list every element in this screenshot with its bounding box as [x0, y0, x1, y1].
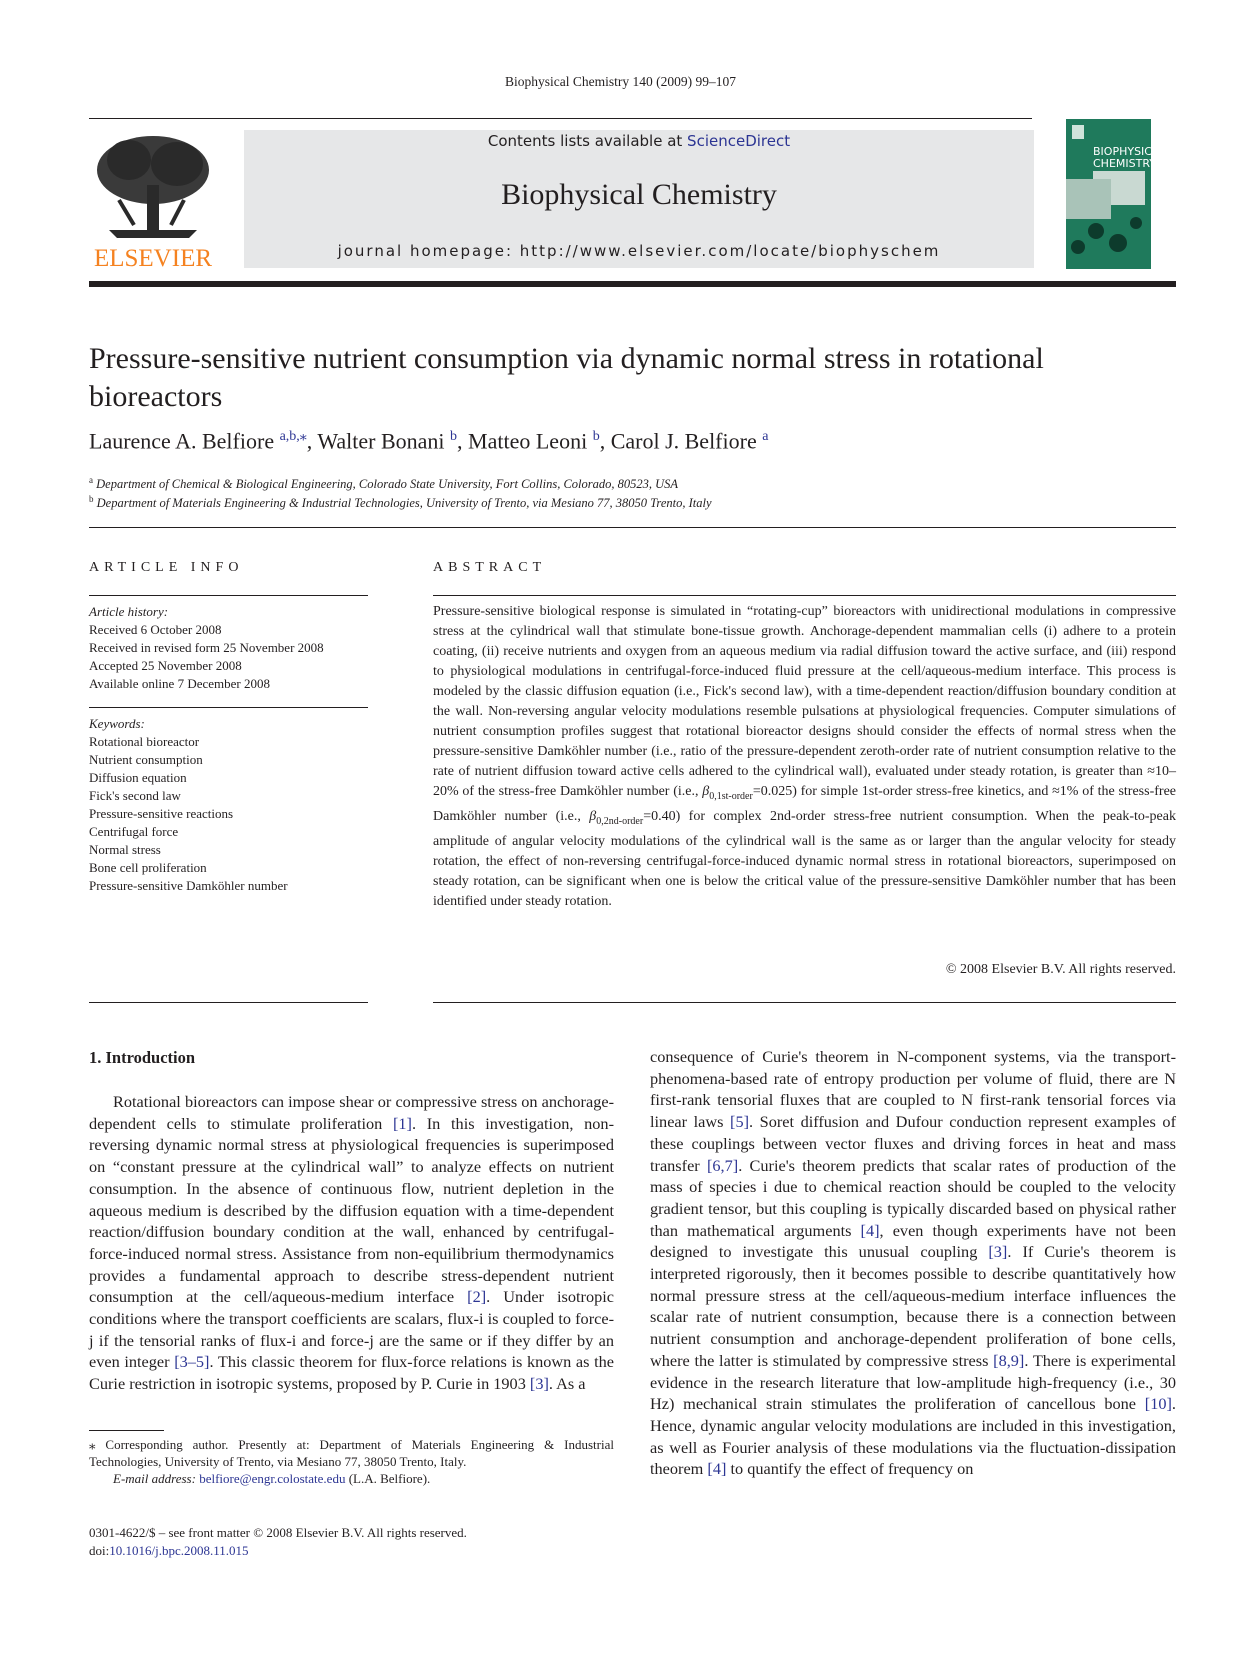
beta-value: =0.025	[752, 784, 793, 799]
body-text: . In this investigation, non-reversing dynamic normal stress at physiological frequencies is superimposed on “constant pressure at the cylindrical wall” to analyze effects on nutrient consumption. In the absence of continuous flow, nutrient depletion in the aqueous medium is described by the diffusion equation with a time-dependent reaction/diffusion boundary condition at the wall, enhanced by centrifugal-force-induced normal stress. Assistance from non-equilibrium thermodynamics provides a fundamental approach to describe stress-dependent nutrient consumption at the cell/aqueous-medium interface	[89, 1113, 614, 1307]
body-text: . This classic theorem for flux-force relations is known as the Curie restriction in isotropic systems, proposed by P. Curie in 1903	[89, 1352, 614, 1394]
body-column-left	[89, 1091, 614, 1395]
keyword-item: Centrifugal force	[89, 824, 179, 839]
abstract-rule	[433, 595, 1176, 596]
body-text: . Soret diffusion and Dufour conduction represent examples of these couplings between vector fluxes and driving forces in heat and mass transfer	[650, 1112, 1176, 1175]
beta-symbol: β	[589, 808, 597, 824]
abstract-heading: ABSTRACT	[433, 560, 547, 575]
email-label: E-mail address:	[113, 1471, 200, 1486]
journal-cover	[1066, 119, 1166, 269]
beta-subscript: 0,1st-order	[709, 790, 753, 802]
info-rule	[89, 595, 368, 596]
body-text: . As a	[548, 1374, 586, 1394]
citation-link[interactable]: [5]	[730, 1112, 750, 1132]
keyword-item: Pressure-sensitive Damköhler number	[89, 878, 288, 893]
info-rule	[89, 1002, 368, 1003]
abstract-part: ) for complex 2nd-order stress-free nutrient consumption. When the peak-to-peak amplitude of angular velocity modulations of the cylindrical wall is the same as or larger than the angular velocity for steady rotation, the effect of non-reversing centrifugal-force-induced dynamic normal stress in rotational bioreactors, superimposed on steady rotation, can be significant when one is below the critical value of the pressure-sensitive Damköhler number that has been identified under steady rotation.	[433, 808, 1176, 909]
sciencedirect-link[interactable]: ScienceDirect	[687, 132, 791, 150]
history-label: Article history:	[89, 604, 169, 619]
author-affiliation-mark[interactable]: a	[762, 429, 769, 444]
footnote-body: Corresponding author. Presently at: Department of Materials Engineering & Industrial Technologies, University of Trento, via Mesiano 77, 38050 Trento, Italy.	[89, 1437, 614, 1469]
author-separator: ,	[599, 428, 611, 454]
cover-title	[1093, 146, 1166, 170]
citation-link[interactable]: [2]	[467, 1287, 487, 1307]
citation-link[interactable]: [4]	[860, 1220, 880, 1240]
keyword-item: Rotational bioreactor	[89, 734, 200, 749]
body-text: . Hence, dynamic angular velocity modulations are included in this investigation, as well as Fourier analysis of these modulations via the fluctuation-dissipation theorem	[650, 1394, 1176, 1479]
citation-link[interactable]: [3]	[988, 1242, 1008, 1262]
keyword-item: Fick's second law	[89, 788, 181, 803]
email-suffix: (L.A. Belfiore).	[345, 1471, 431, 1486]
cover-title-line1: BIOPHYSICAL	[1093, 145, 1166, 158]
beta-subscript: 0,2nd-order	[596, 815, 644, 827]
history-item: Accepted 25 November 2008	[89, 658, 242, 673]
abstract-text	[433, 602, 1176, 912]
abstract-part: Pressure-sensitive biological response is simulated in “rotating-cup” bioreactors with unidirectional modulations in compressive stress at the cylindrical wall that stimulate bone-tissue growth. Anchorage-dependent mammalian cells (i) adhere to a protein coating, (ii) receive nutrients and oxygen from an aqueous medium via radial diffusion toward the active surface, and (iii) respond to physiological modulations in centrifugal-force-induced fluid pressure at the cell/aqueous-medium interface. This process is modeled by the classic diffusion equation (i.e., Fick's second law), with a time-dependent reaction/diffusion boundary condition at the wall. Non-reversing angular velocity modulations resemble pulsations at physiological frequencies. Computer simulations of nutrient consumption profiles suggest that rotational bioreactor designs should consider the effects of normal stress when the pressure-sensitive Damköhler number (i.e., ratio of the pressure-dependent zeroth-order rate of nutrient consumption relative to the rate of nutrient diffusion toward active cells adhered to the cylindrical wall), evaluated under steady rotation, is greater than ≈10–20% of the stress-free Damköhler number (i.e.,	[433, 604, 1176, 799]
footnote-mark: ⁎	[89, 1437, 96, 1452]
author-name: Walter Bonani	[317, 428, 445, 454]
keywords	[89, 715, 379, 895]
doi-line	[89, 1542, 467, 1560]
article-history	[89, 603, 379, 693]
author-affiliation-mark[interactable]: b	[450, 429, 458, 444]
footnote-text	[89, 1436, 614, 1470]
citation-link[interactable]: [1]	[393, 1113, 412, 1133]
contents-line	[244, 132, 1034, 150]
author-affiliation-mark[interactable]: b	[592, 429, 600, 444]
keywords-label: Keywords:	[89, 716, 145, 731]
history-item: Available online 7 December 2008	[89, 676, 270, 691]
body-text: consequence of Curie's theorem in N-component systems, via the transport-phenomena-based rate of entropy production per volume of fluid, there are N first-rank tensorial fluxes that are coupled to N first-rank tensorial forces via linear laws	[650, 1047, 1176, 1132]
keyword-item: Pressure-sensitive reactions	[89, 806, 234, 821]
citation-link[interactable]: [4]	[707, 1459, 727, 1479]
info-rule	[89, 707, 368, 708]
beta-symbol: β	[702, 784, 710, 799]
running-head: Biophysical Chemistry 140 (2009) 99–107	[505, 74, 736, 89]
doi-link[interactable]: 10.1016/j.bpc.2008.11.015	[109, 1543, 249, 1558]
body-text: , even though experiments have not been designed to investigate this unusual coupling	[650, 1220, 1176, 1262]
front-matter-text: 0301-4622/$ – see front matter © 2008 Elsevier B.V. All rights reserved.	[89, 1525, 467, 1540]
affiliation-rule	[89, 527, 1176, 528]
citation-link[interactable]: [6,7]	[707, 1155, 739, 1175]
elsevier-logo	[89, 130, 217, 272]
citation-link[interactable]: [8,9]	[993, 1350, 1025, 1370]
citation-link[interactable]: [3–5]	[174, 1352, 210, 1372]
header-rule	[89, 118, 1032, 119]
citation-link[interactable]: [10]	[1144, 1394, 1172, 1414]
author-name: Matteo Leoni	[468, 428, 588, 454]
keyword-item: Normal stress	[89, 842, 161, 857]
affiliation-mark: b	[89, 494, 94, 504]
body-text: . Under isotropic conditions where the transport coefficients are scalars, flux-i is coupled to force-j if the tensorial ranks of flux-i and force-j are the same or if they differ by an even integer	[89, 1287, 615, 1372]
abstract-rule	[433, 1002, 1176, 1003]
keyword-item: Nutrient consumption	[89, 752, 203, 767]
masthead-rule	[89, 281, 1176, 287]
author-affiliation-mark[interactable]: a,b,⁎	[279, 429, 307, 444]
article-title: Pressure-sensitive nutrient consumption via dynamic normal stress in rotational bioreactors	[89, 342, 1044, 413]
author-list	[89, 428, 768, 454]
doi-label: doi:	[89, 1543, 110, 1558]
author-name: Carol J. Belfiore	[610, 428, 757, 454]
abstract-copyright: © 2008 Elsevier B.V. All rights reserved.	[945, 962, 1176, 977]
keyword-item: Diffusion equation	[89, 770, 187, 785]
section-heading: 1. Introduction	[89, 1048, 196, 1067]
author-name: Laurence A. Belfiore	[89, 428, 275, 454]
history-item: Received in revised form 25 November 2008	[89, 640, 324, 655]
footnote-rule	[89, 1430, 164, 1431]
front-matter	[89, 1524, 467, 1560]
cover-title-line2: CHEMISTRY	[1093, 157, 1156, 170]
article-info-heading: ARTICLE INFO	[89, 560, 244, 575]
body-text: Rotational bioreactors can impose shear or compressive stress on anchorage-dependent cells to stimulate proliferation	[89, 1092, 614, 1133]
citation-link[interactable]: [3]	[529, 1374, 549, 1394]
keyword-item: Bone cell proliferation	[89, 860, 207, 875]
author-separator: ,	[306, 428, 318, 454]
beta-value: =0.40	[643, 808, 676, 824]
elsevier-tree-icon	[89, 130, 217, 272]
affiliation-mark: a	[89, 475, 93, 485]
affiliation-text: Department of Chemical & Biological Engineering, Colorado State University, Fort Collins, Colorado, 80523, USA	[96, 477, 679, 492]
body-text: . There is experimental evidence in the research literature that low-amplitude high-frequency (i.e., 30 Hz) mechanical strain stimulates the proliferation of cancellous bone	[650, 1350, 1177, 1414]
journal-name: Biophysical Chemistry	[501, 178, 777, 211]
email-line	[89, 1470, 614, 1487]
affiliation-a	[89, 475, 678, 492]
body-text: to quantify the effect of frequency on	[726, 1459, 974, 1479]
affiliation-text: Department of Materials Engineering & Industrial Technologies, University of Trento, via Mesiano 77, 38050 Trento, Italy	[96, 496, 712, 511]
body-text: . Curie's theorem predicts that scalar rates of production of the mass of species i due to chemical reaction should be coupled to the velocity gradient tensor, but this coupling is typically discarded based on physical rather than mathematical arguments	[650, 1155, 1176, 1240]
body-text: . If Curie's theorem is interpreted rigorously, then it becomes possible to describe quantitatively how normal pressure stress at the cell/aqueous-medium interface influences the scalar rate of nutrient consumption, because there is a connection between nutrient consumption and anchorage-dependent proliferation of bone cells, where the latter is stimulated by compressive stress	[650, 1242, 1176, 1370]
body-column-right	[650, 1046, 1176, 1480]
cover-art-icon	[1066, 119, 1151, 269]
email-link[interactable]: belfiore@engr.colostate.edu	[199, 1471, 346, 1486]
author-separator: ,	[457, 428, 469, 454]
contents-prefix: Contents lists available at	[487, 132, 688, 150]
logo-wordmark: ELSEVIER	[93, 245, 213, 272]
footnote	[89, 1436, 614, 1487]
abstract-part: ) for simple 1st-order stress-free kinetics, and ≈1% of the stress-free Damköhler number (i.e.,	[433, 784, 1176, 824]
history-item: Received 6 October 2008	[89, 622, 222, 637]
affiliation-b	[89, 494, 712, 511]
journal-homepage[interactable]: journal homepage: http://www.elsevier.com/locate/biophyschem	[337, 242, 941, 260]
